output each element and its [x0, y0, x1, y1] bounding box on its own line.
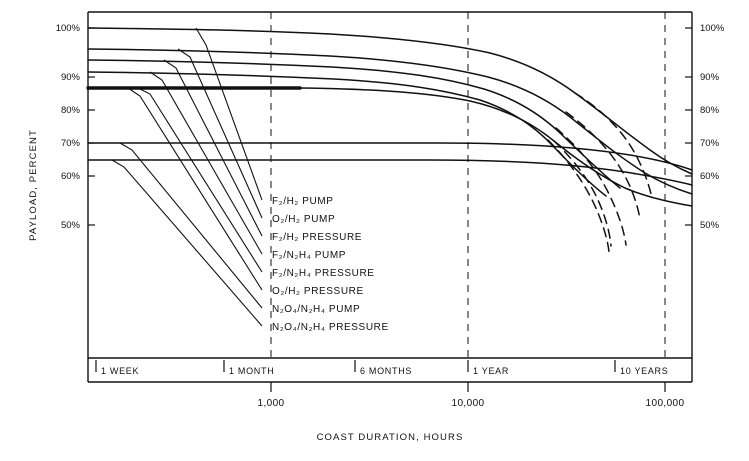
x-tick-label-100000: 100,000 — [645, 398, 685, 409]
leader-line-1 — [196, 28, 262, 200]
y-tick-label-right: 50% — [700, 220, 720, 231]
y-tick-label-right: 70% — [700, 138, 720, 149]
era-band-ticks — [96, 360, 615, 372]
left-axis-ticks — [88, 28, 95, 225]
legend-item-n2o4-n2h4-pressure: N₂O₄/N₂H₄ PRESSURE — [272, 322, 389, 333]
curve-f2-n2h4-pump-dashed-branch — [548, 140, 609, 252]
x-axis-ticks — [271, 382, 665, 392]
era-label-1-week: 1 WEEK — [101, 366, 140, 376]
era-label-1-month: 1 MONTH — [229, 366, 275, 376]
y-tick-labels-right — [700, 23, 725, 231]
y-tick-label-left: 50% — [60, 220, 80, 231]
x-tick-label-10000: 10,000 — [451, 398, 485, 409]
x-tick-label-1000: 1,000 — [257, 398, 285, 409]
y-tick-label-right: 100% — [700, 23, 725, 34]
era-labels — [101, 366, 668, 376]
plot-frame — [88, 12, 692, 382]
leader-line-6 — [128, 88, 262, 290]
x-tick-labels — [257, 398, 684, 409]
y-tick-label-left: 70% — [60, 138, 80, 149]
leader-line-4 — [150, 72, 262, 254]
legend-item-f2-h2-pump: F₂/H₂ PUMP — [272, 196, 334, 207]
y-tick-labels-left — [56, 23, 81, 231]
curve-f2-h2-pressure-dashed-branch — [556, 128, 626, 245]
era-label-10-years: 10 YEARS — [620, 366, 669, 376]
legend-item-n2o4-n2h4-pump: N₂O₄/N₂H₄ PUMP — [272, 304, 361, 315]
y-tick-label-left: 60% — [60, 171, 80, 182]
legend-item-f2-n2h4-pressure: F₂/N₂H₄ PRESSURE — [272, 268, 375, 279]
curve-f2-n2h4-pump — [88, 72, 606, 196]
y-tick-label-left: 80% — [60, 105, 80, 116]
legend-item-o2-h2-pump: O₂/H₂ PUMP — [272, 214, 336, 225]
y-tick-label-right: 90% — [700, 72, 720, 83]
y-tick-label-right: 60% — [700, 171, 720, 182]
curve-f2-h2-pressure — [88, 60, 620, 188]
leader-line-8 — [112, 160, 262, 326]
y-tick-label-left: 90% — [60, 72, 80, 83]
leader-line-7 — [120, 143, 262, 308]
legend — [272, 196, 389, 333]
x-axis-title: COAST DURATION, HOURS — [316, 432, 464, 443]
y-tick-label-left: 100% — [55, 23, 80, 34]
legend-item-f2-n2h4-pump: F₂/N₂H₄ PUMP — [272, 250, 347, 261]
legend-item-o2-h2-pressure: O₂/H₂ PRESSURE — [272, 286, 364, 297]
right-axis-ticks — [685, 28, 692, 225]
era-label-1-year: 1 YEAR — [473, 366, 510, 376]
y-tick-label-right: 80% — [700, 105, 720, 116]
y-axis-title: PAYLOAD, PERCENT — [28, 129, 39, 241]
era-label-6-months: 6 MONTHS — [360, 366, 413, 376]
legend-item-f2-h2-pressure: F₂/H₂ PRESSURE — [272, 232, 363, 243]
